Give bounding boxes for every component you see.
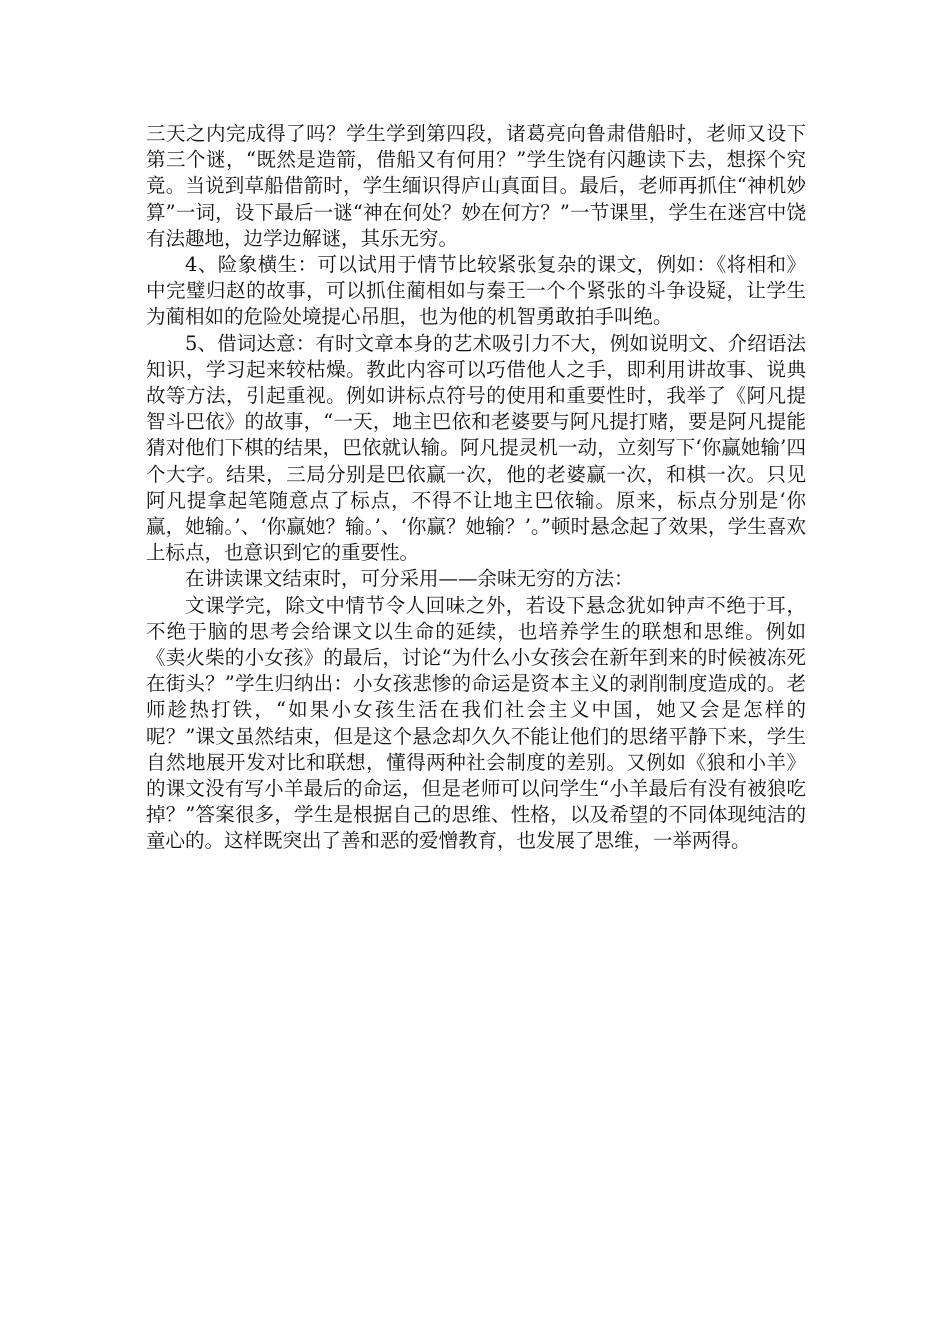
- paragraph-continuation: 三天之内完成得了吗？学生学到第四段，诸葛亮向鲁肃借船时，老师又设下第三个谜，“既然是造箭，借船又有何用？”学生饶有闪趣读下去，想探个究竟。当说到草船借箭时，学生缅识得庐山真面目。最后，老师再抓住“神机妙算”一词，设下最后一谜“神在何处？妙在何方？”一节课里，学生在迷宫中饶有法趣地，边学边解谜，其乐无穷。: [146, 122, 806, 250]
- paragraph-method-5: 5、借词达意：有时文章本身的艺术吸引力不大，例如说明文、介绍语法知识，学习起来较枯燥。教此内容可以巧借他人之手，即利用讲故事、说典故等方法，引起重视。例如讲标点符号的使用和重要性时，我举了《阿凡提智斗巴依》的故事，“一天，地主巴依和老婆要与阿凡提打赌，要是阿凡提能猜对他们下棋的结果，巴依就认输。阿凡提灵机一动，立刻写下‘你赢她输’四个大字。结果，三局分别是巴依赢一次，他的老婆赢一次，和棋一次。只见阿凡提拿起笔随意点了标点，不得不让地主巴依输。原来，标点分别是‘你赢，她输。’、‘你赢她？输。’、‘你赢？她输？’。”顿时悬念起了效果，学生喜欢上标点，也意识到它的重要性。: [146, 331, 806, 565]
- paragraph-ending-intro: 在讲读课文结束时，可分采用——余味无穷的方法：: [185, 567, 634, 591]
- paragraph-ending-detail: 文课学完，除文中情节令人回味之外，若设下悬念犹如钟声不绝于耳，不绝于脑的思考会给课文以生命的延续，也培养学生的联想和思维。例如《卖火柴的小女孩》的最后，讨论“为什么小女孩会在新年到来的时候被冻死在街头？”学生归纳出：小女孩悲惨的命运是资本主义的剥削制度造成的。老师趁热打铁，“如果小女孩生活在我们社会主义中国，她又会是怎样的呢？”课文虽然结束，但是这个悬念却久久不能让他们的思绪平静下来，学生自然地展开发对比和联想，懂得两种社会制度的差别。又例如《狼和小羊》的课文没有写小羊最后的命运，但是老师可以问学生“小羊最后有没有被狼吃掉？”答案很多，学生是根据自己的思维、性格，以及希望的不同体现纯洁的童心的。这样既突出了善和恶的爱憎教育，也发展了思维，一举两得。: [146, 593, 806, 853]
- document-body: [146, 121, 806, 855]
- paragraph-method-4: 4、险象横生：可以试用于情节比较紧张复杂的课文，例如：《将相和》中完璧归赵的故事，可以抓住蔺相如与秦王一个个紧张的斗争设疑，让学生为蔺相如的危险处境提心吊胆，也为他的机智勇敢拍手叫绝。: [146, 253, 806, 329]
